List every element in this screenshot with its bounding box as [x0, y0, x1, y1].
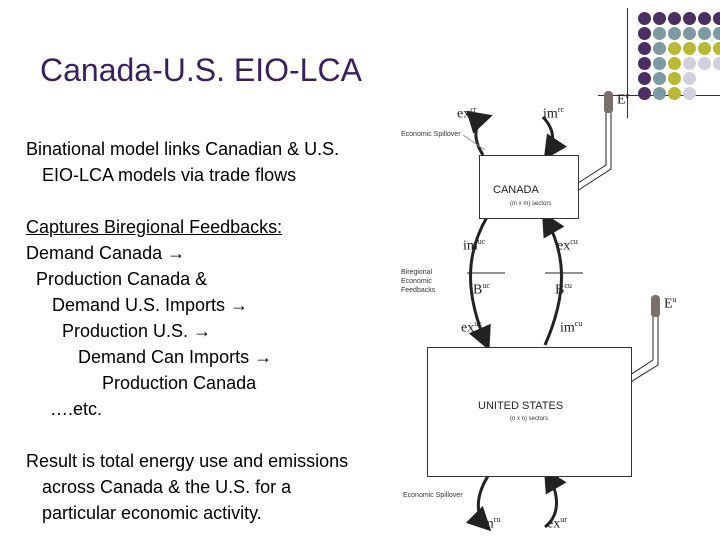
- decor-dot: [683, 72, 696, 85]
- decor-dot: [638, 12, 651, 25]
- decor-dot: [698, 12, 711, 25]
- arrow-import-canada-top: [543, 117, 553, 155]
- slide-title: Canada-U.S. EIO-LCA: [40, 52, 362, 88]
- decor-dot: [713, 57, 720, 70]
- body-line: across Canada & the U.S. for a: [42, 477, 292, 497]
- body-line: Demand U.S. Imports →: [52, 295, 249, 315]
- decor-dot: [683, 42, 696, 55]
- label-biregional-feedbacks: Biregional Economic Feedbacks: [401, 269, 436, 294]
- coef-e-u-label: $E^u$: [664, 295, 677, 312]
- body-line: [26, 422, 406, 448]
- body-line: Production Canada: [102, 373, 257, 393]
- coef-e-c-label: $E^c$: [617, 91, 630, 108]
- decor-dot: [638, 27, 651, 40]
- us-box: [427, 347, 632, 477]
- canada-box-subtitle: (m x m) sectors: [510, 201, 552, 207]
- body-line: Demand Can Imports →: [78, 347, 273, 367]
- decor-dot: [698, 27, 711, 40]
- decor-dot: [638, 57, 651, 70]
- arrow-export-canada-top: [476, 117, 487, 155]
- decor-dot: [683, 57, 696, 70]
- us-box-title: UNITED STATES: [478, 400, 564, 412]
- body-line: Production U.S. →: [62, 321, 212, 341]
- body-line: Demand Canada →: [26, 243, 186, 263]
- decor-dot: [668, 72, 681, 85]
- flow-ex-ur-label: $ex^{ur}$: [547, 515, 567, 532]
- decor-dot: [668, 12, 681, 25]
- body-line: EIO-LCA models via trade flows: [42, 165, 297, 185]
- decor-dot: [653, 12, 666, 25]
- emissions-cylinder-icon-canada: [604, 91, 613, 113]
- flow-im-ru-label: $im^{ru}$: [479, 515, 501, 532]
- decor-dot: [638, 72, 651, 85]
- decor-dot: [668, 42, 681, 55]
- flow-im-rc-label: $im^{rc}$: [543, 105, 564, 122]
- label-economic-spillover-bottom: Economic Spillover: [403, 492, 463, 499]
- flow-ex-uc-label: $ex^{uc}$: [461, 319, 482, 336]
- canada-box: [479, 155, 579, 219]
- flow-im-cu-label: $im^{cu}$: [560, 319, 583, 336]
- flow-ex-cu-label: $ex^{cu}$: [557, 237, 578, 254]
- spillover-top-leader: [463, 135, 485, 150]
- slide-body: [26, 136, 406, 526]
- decor-dot: [698, 42, 711, 55]
- us-box-subtitle: (n x n) sectors: [510, 416, 549, 422]
- decor-dot: [683, 12, 696, 25]
- decor-dot: [653, 72, 666, 85]
- decor-dot: [668, 27, 681, 40]
- decor-dot: [653, 42, 666, 55]
- decor-dot: [668, 57, 681, 70]
- eio-lca-diagram: [395, 91, 720, 540]
- decor-dot: [698, 57, 711, 70]
- decor-dot: [713, 12, 720, 25]
- body-line: Result is total energy use and emissions: [26, 451, 349, 471]
- label-economic-spillover-top: Economic Spillover: [401, 131, 461, 138]
- coef-b-cu-label: $B^{cu}$: [555, 281, 572, 298]
- body-line: Captures Biregional Feedbacks:: [26, 217, 283, 237]
- body-line: Binational model links Canadian & U.S.: [26, 139, 340, 159]
- decor-dot: [638, 42, 651, 55]
- body-line: particular economic activity.: [42, 503, 262, 523]
- body-line: [26, 188, 406, 214]
- decor-dot: [713, 42, 720, 55]
- decor-dot: [653, 57, 666, 70]
- decor-dot: [713, 27, 720, 40]
- emissions-cylinder-icon-us: [651, 295, 660, 317]
- flow-ex-cr-label: $ex^{cr}$: [457, 105, 477, 122]
- body-line: ….etc.: [50, 399, 103, 419]
- decor-dot: [683, 27, 696, 40]
- canada-box-title: CANADA: [493, 184, 539, 196]
- ec-connector: [575, 110, 606, 185]
- flow-im-uc-label: $im^{uc}$: [463, 237, 486, 254]
- decor-dot: [653, 27, 666, 40]
- coef-b-uc-label: $B^{uc}$: [473, 281, 490, 298]
- body-line: Production Canada &: [36, 269, 208, 289]
